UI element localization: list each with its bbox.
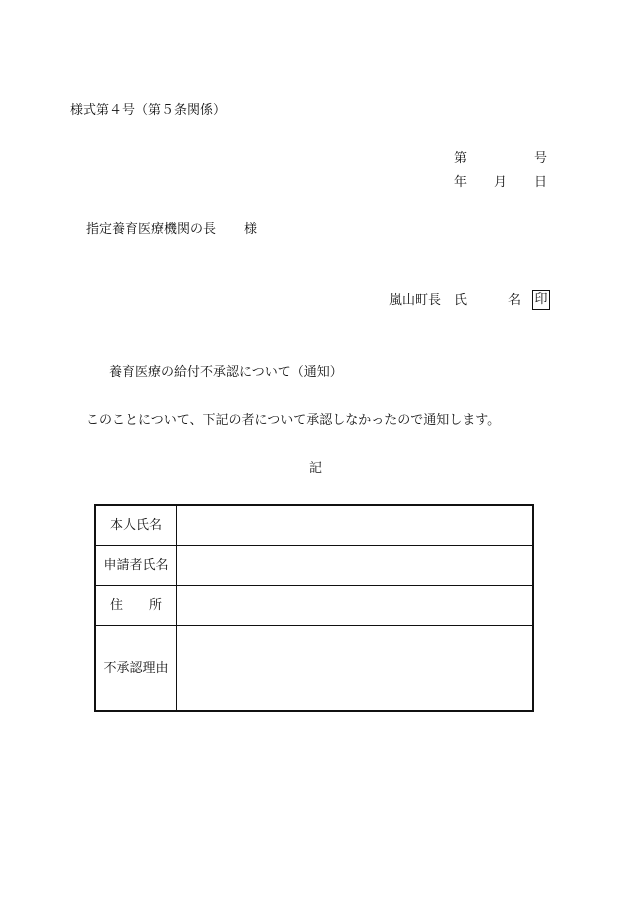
addressee-honorific: 様 <box>244 222 258 237</box>
date-year-label: 年 <box>454 175 468 190</box>
value-applicant-name[interactable] <box>177 546 534 586</box>
label-address-part-1: 住 <box>109 598 123 613</box>
sender-name-label-shi: 氏 <box>454 293 468 308</box>
label-applicant-name: 申請者氏名 <box>95 546 177 586</box>
form-number: 様式第４号（第５条関係） <box>70 103 227 118</box>
ki-heading: 記 <box>309 461 323 476</box>
table-row <box>95 505 533 546</box>
label-reason: 不承認理由 <box>95 626 177 712</box>
date-month-label: 月 <box>494 175 508 190</box>
addressee-name: 指定養育医療機関の長 <box>86 222 217 237</box>
sender-name-label-mei: 名 <box>508 293 522 308</box>
document-body: このことについて、下記の者について承認しなかったので通知します。 <box>86 413 501 428</box>
addressee <box>86 223 257 236</box>
table-row <box>95 626 533 712</box>
table-row <box>95 546 533 586</box>
label-person-name: 本人氏名 <box>95 505 177 546</box>
record-table <box>94 504 534 712</box>
label-address <box>95 586 177 626</box>
document-number-prefix: 第 <box>454 151 468 166</box>
date-day-label: 日 <box>534 175 548 190</box>
value-person-name[interactable] <box>177 505 534 546</box>
table-row <box>95 586 533 626</box>
value-address[interactable] <box>177 586 534 626</box>
label-address-part-2: 所 <box>149 598 163 613</box>
document-number-suffix: 号 <box>534 151 548 166</box>
value-reason[interactable] <box>177 626 534 712</box>
document-subject: 養育医療の給付不承認について（通知） <box>109 365 343 380</box>
sender-title: 嵐山町長 <box>389 293 442 308</box>
seal-mark: 印 <box>532 290 550 310</box>
